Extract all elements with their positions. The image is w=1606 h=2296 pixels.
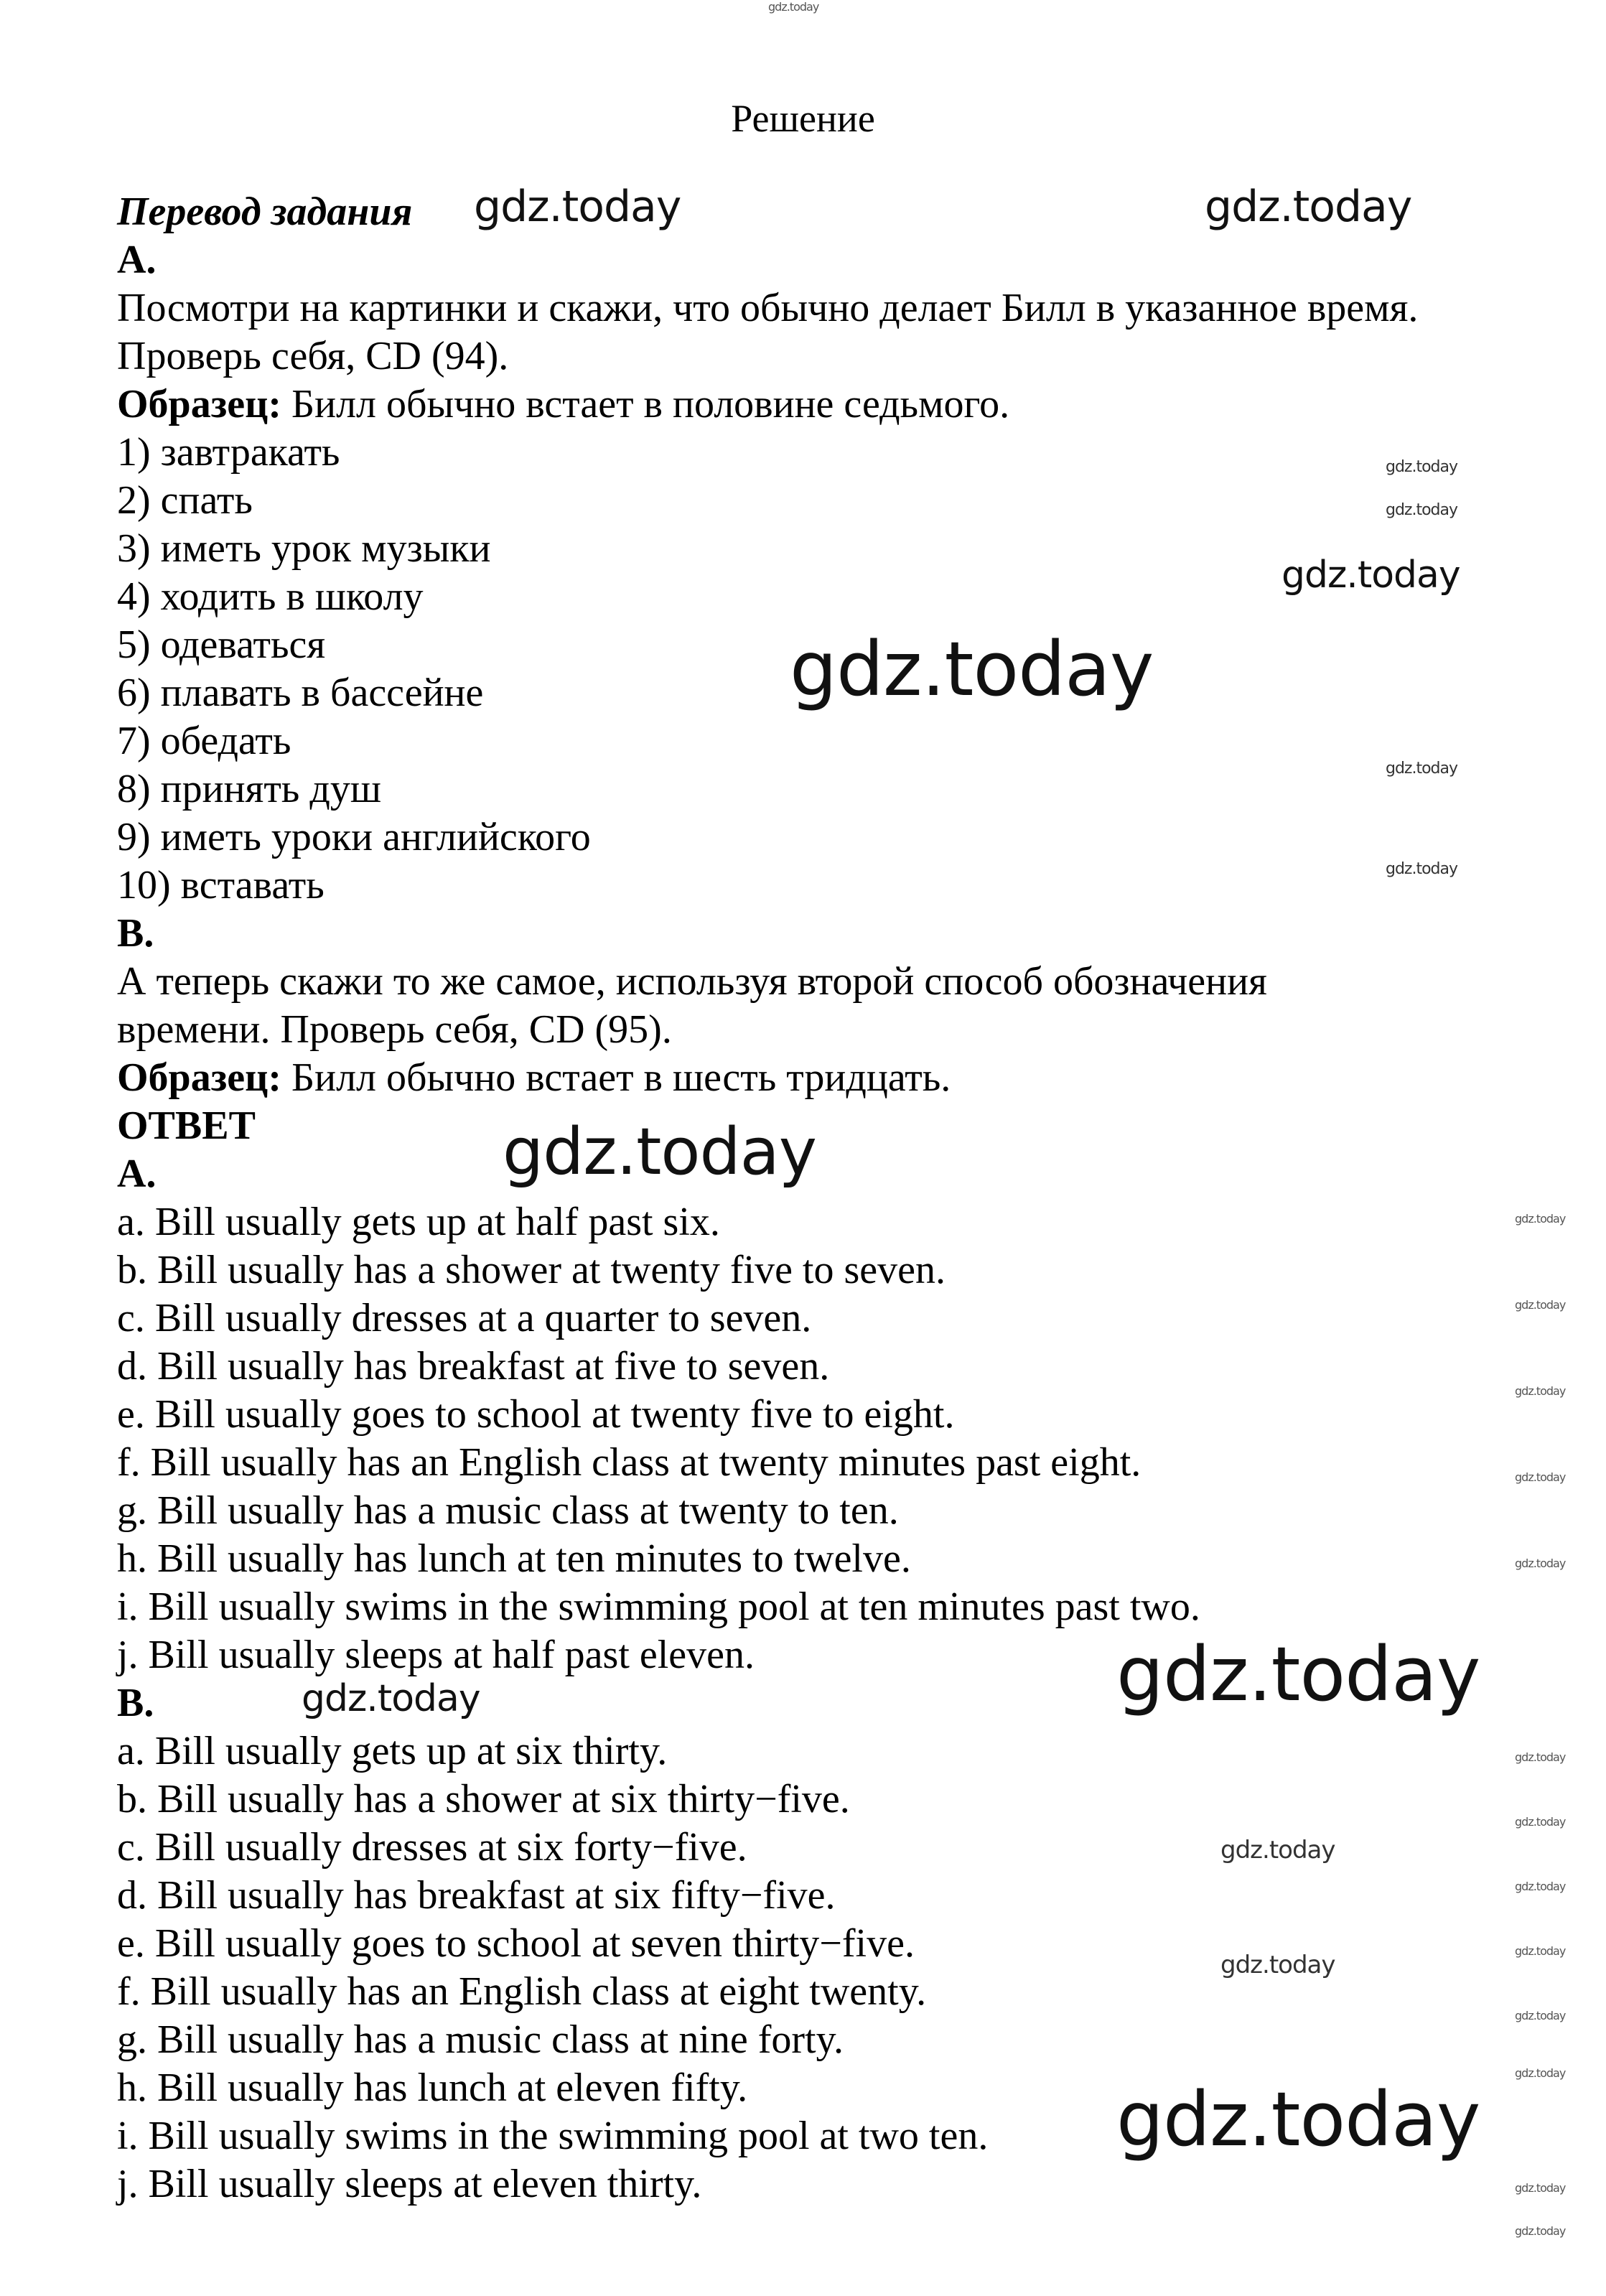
answer-a-label: A. xyxy=(117,1152,157,1196)
task-b-line: времени. Проверь себя, CD (95). xyxy=(117,1007,672,1052)
list-item: 5) одеваться xyxy=(117,622,326,667)
watermark: gdz.today xyxy=(503,1114,817,1190)
watermark: gdz.today xyxy=(1515,1815,1566,1829)
watermark: gdz.today xyxy=(1116,2076,1480,2163)
task-a-line: Проверь себя, CD (94). xyxy=(117,334,509,378)
answer-item: h. Bill usually has lunch at eleven fifty. xyxy=(117,2066,748,2110)
answer-item: i. Bill usually swims in the swimming pool at ten minutes past two. xyxy=(117,1585,1200,1629)
watermark: gdz.today xyxy=(1386,860,1458,878)
watermark: gdz.today xyxy=(302,1677,480,1720)
answer-item: g. Bill usually has a music class at nine forty. xyxy=(117,2017,844,2062)
watermark: gdz.today xyxy=(1515,1212,1566,1226)
sample-text: Билл обычно встает в половине седьмого. xyxy=(281,382,1010,426)
answer-item: c. Bill usually dresses at a quarter to seven. xyxy=(117,1296,812,1340)
watermark: gdz.today xyxy=(1515,1944,1566,1958)
answer-item: d. Bill usually has breakfast at five to seven. xyxy=(117,1344,830,1389)
list-item: 4) ходить в школу xyxy=(117,574,424,619)
watermark: gdz.today xyxy=(1205,182,1412,232)
watermark: gdz.today xyxy=(1515,1750,1566,1764)
answer-heading: ОТВЕТ xyxy=(117,1103,256,1148)
answer-item: f. Bill usually has an English class at twenty minutes past eight. xyxy=(117,1440,1142,1485)
list-item: 8) принять душ xyxy=(117,767,381,811)
sample-label: Образец: xyxy=(117,1055,281,1100)
translation-heading: Перевод задания xyxy=(117,190,413,234)
list-item: 3) иметь урок музыки xyxy=(117,526,491,571)
watermark: gdz.today xyxy=(1386,501,1458,519)
answer-item: b. Bill usually has a shower at twenty five to seven. xyxy=(117,1248,946,1292)
list-item: 7) обедать xyxy=(117,719,291,763)
answer-item: h. Bill usually has lunch at ten minutes to twelve. xyxy=(117,1536,911,1581)
answer-item: i. Bill usually swims in the swimming pool at two ten. xyxy=(117,2114,989,2158)
watermark: gdz.today xyxy=(768,0,819,14)
answer-b-label: B. xyxy=(117,1681,154,1725)
sample-text: Билл обычно встает в шесть тридцать. xyxy=(281,1055,951,1100)
list-item: 9) иметь уроки английского xyxy=(117,815,591,859)
sample-a xyxy=(117,381,1009,429)
watermark: gdz.today xyxy=(474,182,681,232)
watermark: gdz.today xyxy=(1515,2066,1566,2080)
watermark: gdz.today xyxy=(1515,2181,1566,2195)
watermark: gdz.today xyxy=(1386,458,1458,476)
answer-item: e. Bill usually goes to school at seven thirty−five. xyxy=(117,1921,915,1966)
list-item: 2) спать xyxy=(117,478,253,523)
task-b-line: А теперь скажи то же самое, используя второй способ обозначения xyxy=(117,959,1267,1004)
watermark: gdz.today xyxy=(1220,1951,1335,1979)
section-a-label: А. xyxy=(117,238,157,282)
answer-item: a. Bill usually gets up at six thirty. xyxy=(117,1729,668,1773)
watermark: gdz.today xyxy=(1386,760,1458,778)
watermark: gdz.today xyxy=(1515,2009,1566,2022)
answer-item: b. Bill usually has a shower at six thirty−five. xyxy=(117,1777,850,1821)
watermark: gdz.today xyxy=(1281,554,1460,597)
answer-item: j. Bill usually sleeps at eleven thirty. xyxy=(117,2162,702,2206)
watermark: gdz.today xyxy=(1220,1836,1335,1865)
watermark: gdz.today xyxy=(1515,1880,1566,1893)
page-title: Решение xyxy=(731,97,875,140)
watermark: gdz.today xyxy=(1515,1384,1566,1398)
answer-item: g. Bill usually has a music class at twenty to ten. xyxy=(117,1488,899,1533)
list-item: 10) вставать xyxy=(117,863,325,907)
watermark: gdz.today xyxy=(790,625,1154,713)
sample-label: Образец: xyxy=(117,382,281,426)
answer-item: f. Bill usually has an English class at eight twenty. xyxy=(117,1969,927,2014)
watermark: gdz.today xyxy=(1515,1557,1566,1570)
section-b-label: В. xyxy=(117,911,154,956)
solution-content xyxy=(117,188,1418,2208)
task-a-line: Посмотри на картинки и скажи, что обычно делает Билл в указанное время. xyxy=(117,286,1419,330)
answer-item: c. Bill usually dresses at six forty−five. xyxy=(117,1825,747,1870)
list-item: 1) завтракать xyxy=(117,430,340,475)
watermark: gdz.today xyxy=(1515,1470,1566,1484)
watermark: gdz.today xyxy=(1515,2224,1566,2238)
watermark: gdz.today xyxy=(1116,1630,1480,1718)
answer-item: e. Bill usually goes to school at twenty five to eight. xyxy=(117,1392,955,1437)
answer-item: a. Bill usually gets up at half past six. xyxy=(117,1200,720,1244)
answer-item: j. Bill usually sleeps at half past eleven. xyxy=(117,1633,755,1677)
answer-item: d. Bill usually has breakfast at six fifty−five. xyxy=(117,1873,836,1918)
watermark: gdz.today xyxy=(1515,1298,1566,1312)
sample-b xyxy=(117,1054,951,1102)
list-item: 6) плавать в бассейне xyxy=(117,671,484,715)
